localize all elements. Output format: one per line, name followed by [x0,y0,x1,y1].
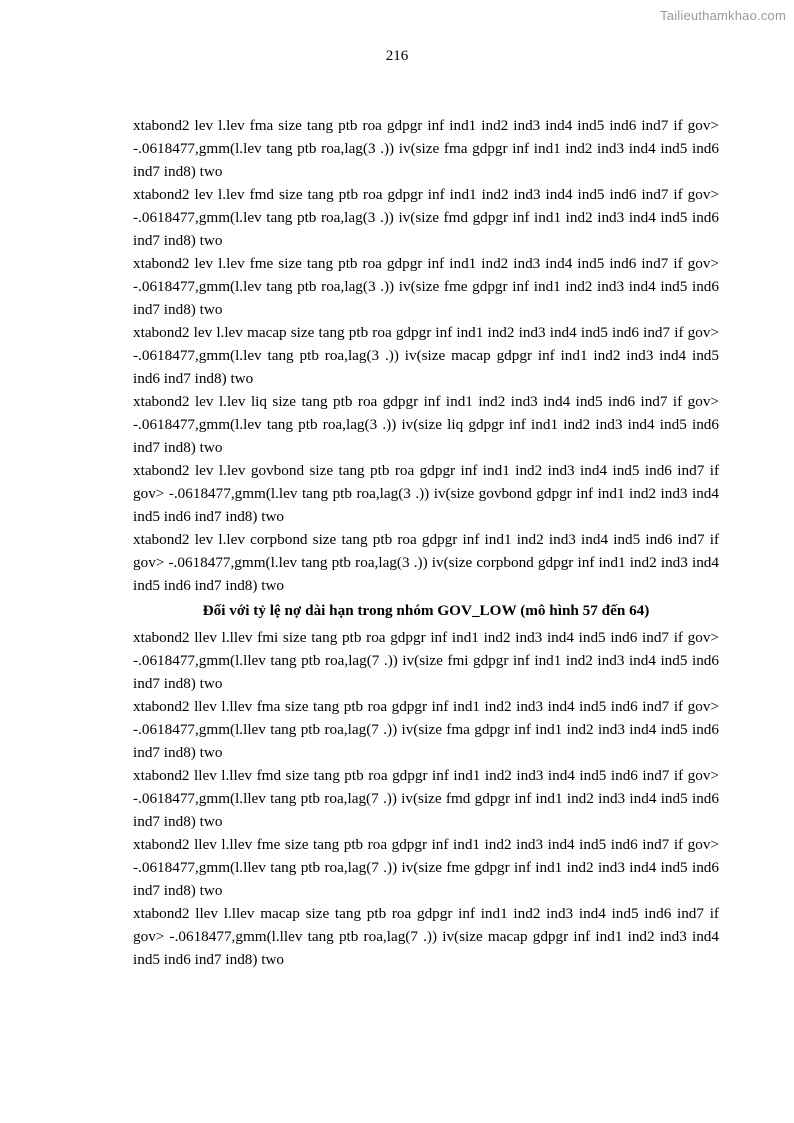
watermark: Tailieuthamkhao.com [660,8,786,23]
command-paragraph: xtabond2 lev l.lev fma size tang ptb roa gdpgr inf ind1 ind2 ind3 ind4 ind5 ind6 ind7 if gov> -.0618477,gmm(l.lev tang ptb roa,lag(3 .)) iv(size fma gdpgr inf ind1 ind2 ind3 ind4 ind5 ind6 ind7 ind8) two [133,117,719,180]
command-paragraph: xtabond2 lev l.lev govbond size tang ptb roa gdpgr inf ind1 ind2 ind3 ind4 ind5 ind6 ind7 if gov> -.0618477,gmm(l.lev tang ptb roa,lag(3 .)) iv(size govbond gdpgr inf ind1 ind2 ind3 ind4 ind5 ind6 ind7 ind8) two [133,462,719,525]
command-paragraph: xtabond2 lev l.lev macap size tang ptb roa gdpgr inf ind1 ind2 ind3 ind4 ind5 ind6 ind7 if gov> -.0618477,gmm(l.lev tang ptb roa,lag(3 .)) iv(size macap gdpgr inf ind1 ind2 ind3 ind4 ind5 ind6 ind7 ind8) two [133,324,719,387]
command-paragraph: xtabond2 lev l.lev fmd size tang ptb roa gdpgr inf ind1 ind2 ind3 ind4 ind5 ind6 ind7 if gov> -.0618477,gmm(l.lev tang ptb roa,lag(3 .)) iv(size fmd gdpgr inf ind1 ind2 ind3 ind4 ind5 ind6 ind7 ind8) two [133,186,719,249]
document-body [133,114,719,971]
command-paragraph: xtabond2 llev l.llev macap size tang ptb roa gdpgr inf ind1 ind2 ind3 ind4 ind5 ind6 ind7 if gov> -.0618477,gmm(l.llev tang ptb roa,lag(7 .)) iv(size macap gdpgr inf ind1 ind2 ind3 ind4 ind5 ind6 ind7 ind8) two [133,905,719,968]
page-number: 216 [385,48,409,64]
command-paragraph: xtabond2 llev l.llev fme size tang ptb roa gdpgr inf ind1 ind2 ind3 ind4 ind5 ind6 ind7 if gov> -.0618477,gmm(l.llev tang ptb roa,lag(7 .)) iv(size fme gdpgr inf ind1 ind2 ind3 ind4 ind5 ind6 ind7 ind8) two [133,836,719,899]
command-paragraph: xtabond2 llev l.llev fma size tang ptb roa gdpgr inf ind1 ind2 ind3 ind4 ind5 ind6 ind7 if gov> -.0618477,gmm(l.llev tang ptb roa,lag(7 .)) iv(size fma gdpgr inf ind1 ind2 ind3 ind4 ind5 ind6 ind7 ind8) two [133,698,719,761]
section-heading: Đối với tỷ lệ nợ dài hạn trong nhóm GOV_LOW (mô hình 57 đến 64) [202,602,650,619]
command-paragraph: xtabond2 lev l.lev corpbond size tang ptb roa gdpgr inf ind1 ind2 ind3 ind4 ind5 ind6 ind7 if gov> -.0618477,gmm(l.lev tang ptb roa,lag(3 .)) iv(size corpbond gdpgr inf ind1 ind2 ind3 ind4 ind5 ind6 ind7 ind8) two [133,531,719,594]
command-paragraph: xtabond2 llev l.llev fmd size tang ptb roa gdpgr inf ind1 ind2 ind3 ind4 ind5 ind6 ind7 if gov> -.0618477,gmm(l.llev tang ptb roa,lag(7 .)) iv(size fmd gdpgr inf ind1 ind2 ind3 ind4 ind5 ind6 ind7 ind8) two [133,767,719,830]
command-paragraph: xtabond2 lev l.lev liq size tang ptb roa gdpgr inf ind1 ind2 ind3 ind4 ind5 ind6 ind7 if gov> -.0618477,gmm(l.lev tang ptb roa,lag(3 .)) iv(size liq gdpgr inf ind1 ind2 ind3 ind4 ind5 ind6 ind7 ind8) two [133,393,719,456]
command-paragraph: xtabond2 llev l.llev fmi size tang ptb roa gdpgr inf ind1 ind2 ind3 ind4 ind5 ind6 ind7 if gov> -.0618477,gmm(l.llev tang ptb roa,lag(7 .)) iv(size fmi gdpgr inf ind1 ind2 ind3 ind4 ind5 ind6 ind7 ind8) two [133,629,719,692]
command-paragraph: xtabond2 lev l.lev fme size tang ptb roa gdpgr inf ind1 ind2 ind3 ind4 ind5 ind6 ind7 if gov> -.0618477,gmm(l.lev tang ptb roa,lag(3 .)) iv(size fme gdpgr inf ind1 ind2 ind3 ind4 ind5 ind6 ind7 ind8) two [133,255,719,318]
